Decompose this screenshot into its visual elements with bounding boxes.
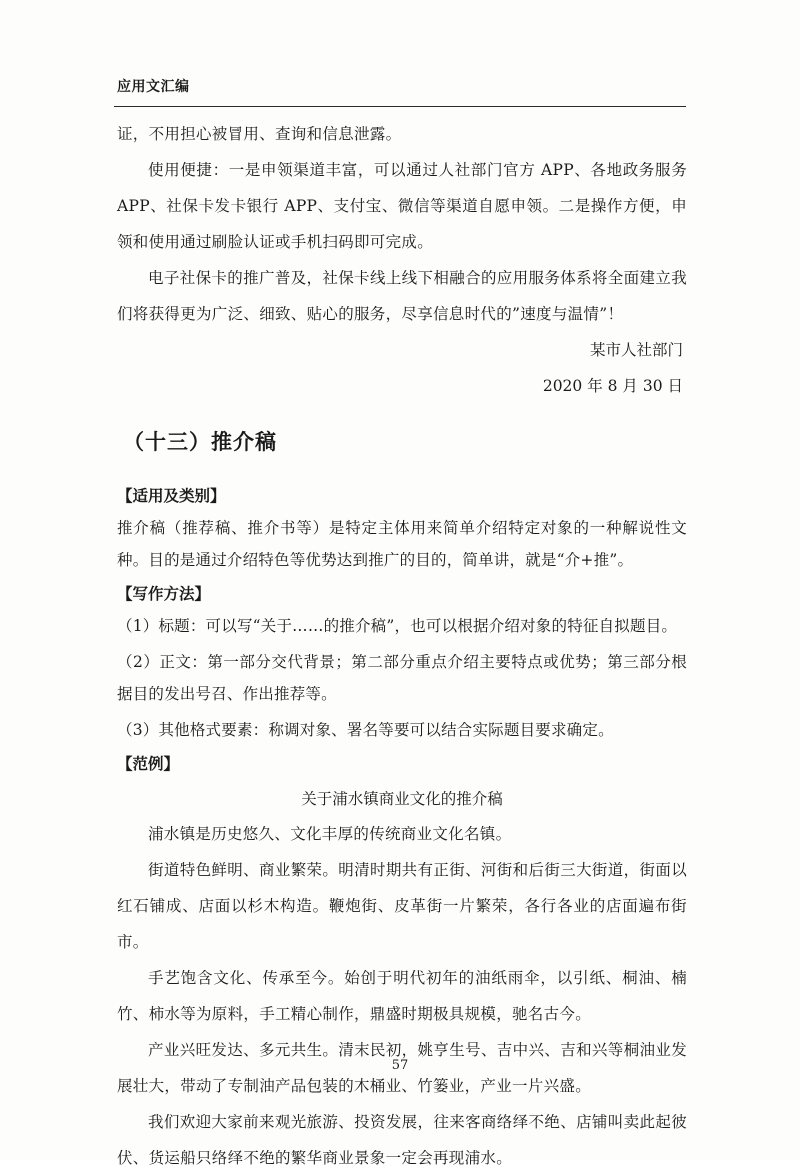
method-item-3: （3）其他格式要素：称调对象、署名等要可以结合实际题目要求确定。 [117,721,614,739]
header-divider [114,106,686,107]
date: 2020 年 8 月 30 日 [542,377,683,395]
running-header: 应用文汇编 [117,79,190,95]
example-paragraph-1: 浦水镇是历史悠久、文化丰厚的传统商业文化名镇。 [148,825,512,843]
intro-paragraph-1: 证，不用担心被冒用、查询和信息泄露。 [117,125,402,143]
example-heading: 【范例】 [117,755,180,773]
method-item-1: （1）标题：可以写“关于……的推介稿”，也可以根据介绍对象的特征自拟题目。 [117,617,678,635]
example-paragraph-3: 手艺饱含文化、传承至今。始创于明代初年的油纸雨伞，以引纸、桐油、楠竹、柿水等为原料，手工精心制作，鼎盛时期极具规模，驰名古今。 [117,969,687,1023]
example-paragraph-4: 产业兴旺发达、多元共生。清末民初，姚亨生号、吉中兴、吉和兴等桐油业发展壮大，带动了专制油产品包装的木桶业、竹篓业，产业一片兴盛。 [117,1041,687,1095]
usage-text: 推介稿（推荐稿、推介书等）是特定主体用来简单介绍特定对象的一种解说性文种。目的是通过介绍特色等优势达到推广的目的，简单讲，就是“介+推”。 [117,519,687,569]
example-title: 关于浦水镇商业文化的推介稿 [301,790,503,808]
intro-paragraph-2: 使用便捷：一是申领渠道丰富，可以通过人社部门官方 APP、各地政务服务 APP、社保卡发卡银行 APP、支付宝、微信等渠道自愿申领。二是操作方便，申领和使用通过刷脸认证或手机扫码即可完成。 [117,161,687,251]
page-content [117,116,687,1176]
usage-heading: 【适用及类别】 [117,487,226,505]
method-item-2: （2）正文：第一部分交代背景；第二部分重点介绍主要特点或优势；第三部分根据目的发出号召、作出推荐等。 [117,653,687,703]
example-paragraph-5: 我们欢迎大家前来观光旅游、投资发展，往来客商络绎不绝、店铺叫卖此起彼伏、货运船只络绎不绝的繁华商业景象一定会再现浦水。 [117,1113,687,1167]
signature: 某市人社部门 [589,341,683,359]
example-paragraph-2: 街道特色鲜明、商业繁荣。明清时期共有正街、河街和后街三大街道，街面以红石铺成、店面以杉木构造。鞭炮街、皮革街一片繁荣，各行各业的店面遍布街市。 [117,861,687,951]
section-title: （十三）推介稿 [123,430,277,454]
intro-paragraph-3: 电子社保卡的推广普及，社保卡线上线下相融合的应用服务体系将全面建立我们将获得更为广泛、细致、贴心的服务，尽享信息时代的”速度与温情”！ [117,269,687,323]
method-heading: 【写作方法】 [117,585,211,603]
page-number: 57 [391,1058,409,1073]
